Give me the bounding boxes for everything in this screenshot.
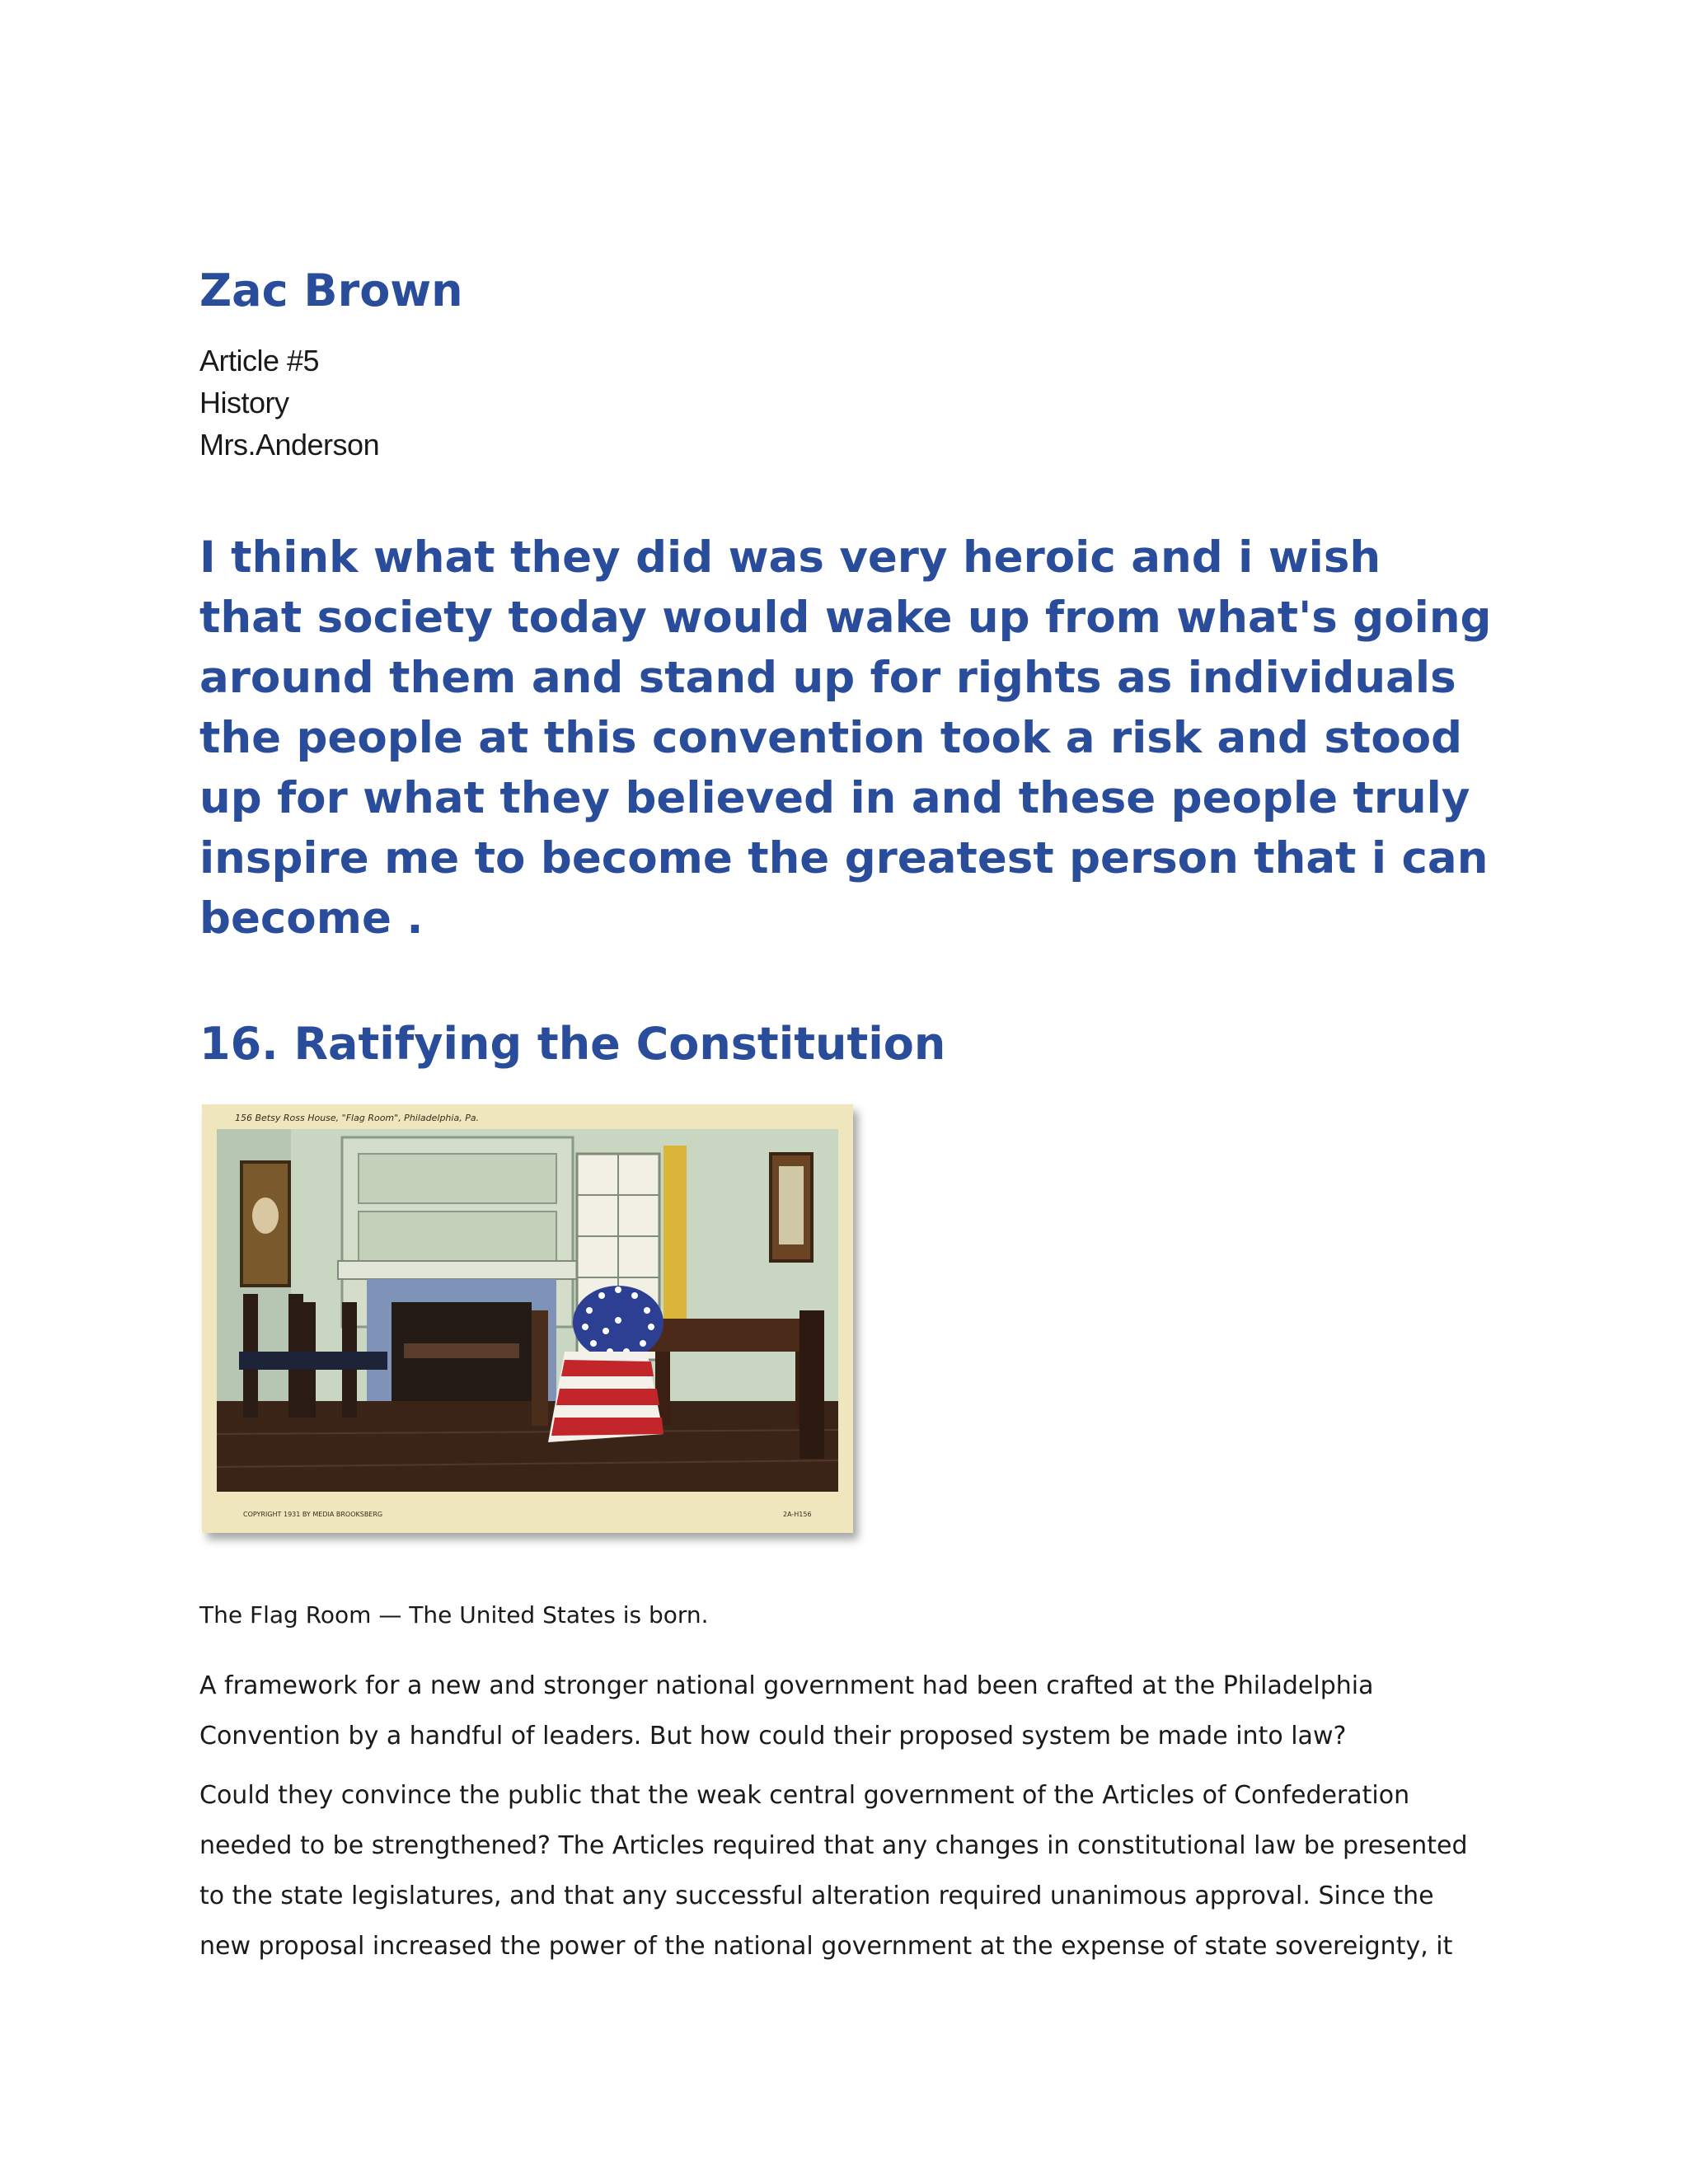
reflection-line: that society today would wake up from what's going [199, 593, 1492, 643]
postcard-code: 2A-H156 [783, 1511, 812, 1518]
paragraph-line: to the state legislatures, and that any successful alteration required unanimous approval. Since the [199, 1882, 1434, 1910]
postcard-top-caption: 156 Betsy Ross House, "Flag Room", Philadelphia, Pa. [235, 1113, 480, 1123]
reflection-paragraph [199, 527, 1518, 949]
subject: History [199, 386, 289, 419]
reflection-line: the people at this convention took a risk and stood [199, 713, 1463, 763]
figure-caption: The Flag Room — The United States is born. [199, 1601, 709, 1629]
teacher-name: Mrs.Anderson [199, 428, 380, 462]
flag-room-postcard-image [202, 1104, 853, 1533]
document-meta [199, 340, 379, 466]
body-paragraph-1 [199, 1661, 1535, 1761]
reflection-line: I think what they did was very heroic and i wish [199, 532, 1381, 583]
paragraph-line: needed to be strengthened? The Articles required that any changes in constitutional law be presented [199, 1831, 1468, 1860]
reflection-line: around them and stand up for rights as individuals [199, 653, 1456, 703]
postcard-copyright: COPYRIGHT 1931 BY MEDIA BROOKSBERG [243, 1511, 383, 1518]
paragraph-line: new proposal increased the power of the national government at the expense of state sovereignty, it [199, 1932, 1453, 1961]
paragraph-line: Convention by a handful of leaders. But how could their proposed system be made into law? [199, 1722, 1347, 1750]
article-number: Article #5 [199, 344, 320, 377]
body-paragraph-2 [199, 1770, 1535, 1971]
paragraph-line: A framework for a new and stronger national government had been crafted at the Philadelphia [199, 1671, 1374, 1700]
reflection-line: inspire me to become the greatest person that i can [199, 833, 1489, 883]
paragraph-line: Could they convince the public that the weak central government of the Articles of Confederation [199, 1781, 1410, 1810]
author-name: Zac Brown [199, 265, 463, 316]
reflection-line: up for what they believed in and these people truly [199, 773, 1470, 823]
section-title: 16. Ratifying the Constitution [199, 1018, 946, 1070]
reflection-line: become . [199, 893, 424, 944]
